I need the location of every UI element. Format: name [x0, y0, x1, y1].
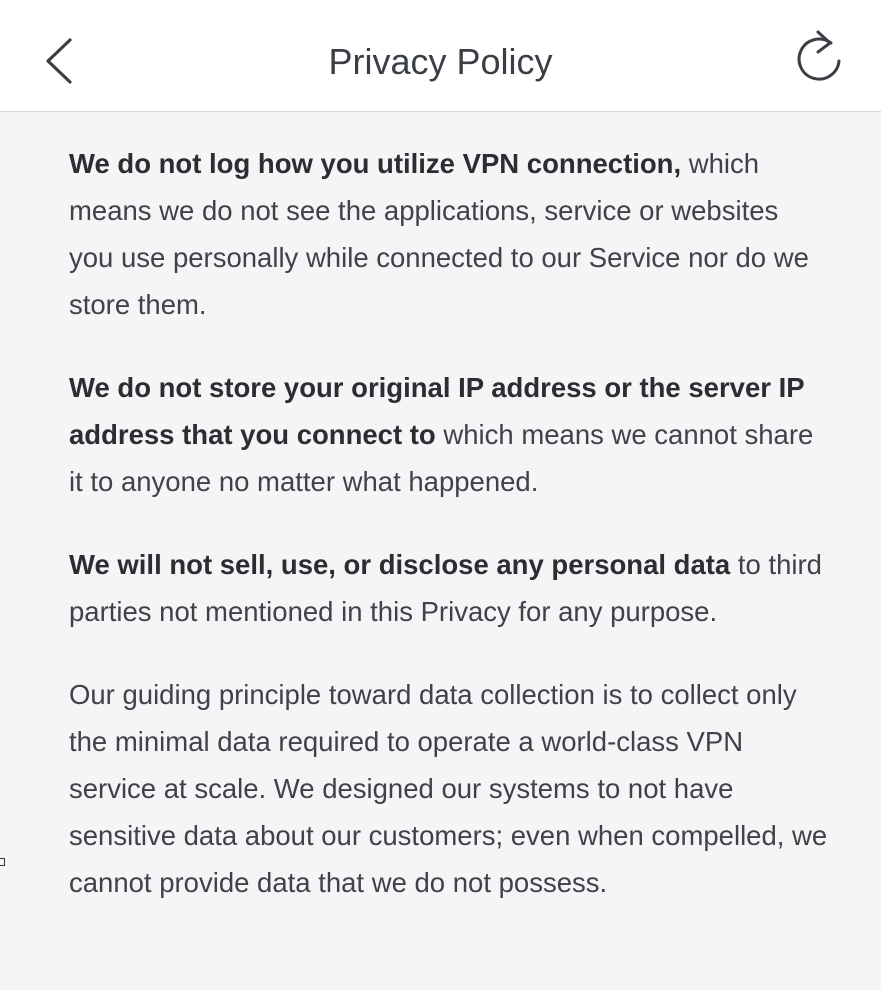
paragraph-text: which means we cannot share it to anyone no matter what happened.	[69, 419, 814, 497]
refresh-button[interactable]	[794, 28, 848, 86]
paragraph-text: which means we do not see the applications, service or websites you use personally while connected to our Service nor do we store them.	[69, 148, 809, 320]
policy-paragraph-logging	[69, 140, 829, 328]
page-title: Privacy Policy	[328, 41, 553, 82]
policy-paragraph-guiding-principle	[69, 671, 829, 906]
refresh-icon	[794, 28, 848, 86]
policy-paragraph-personal-data	[69, 541, 829, 635]
paragraph-bold-lead: We do not log how you utilize VPN connection,	[69, 148, 682, 179]
paragraph-bold-lead: We will not sell, use, or disclose any personal data	[69, 549, 731, 580]
paragraph-text: Our guiding principle toward data collection is to collect only the minimal data required to operate a world-class VPN service at scale. We designed our systems to not have sensitive data about our customers; even when compelled, we cannot provide data that we do not possess.	[69, 679, 828, 898]
policy-paragraph-ip-address	[69, 364, 829, 505]
paragraph-text: to third parties not mentioned in this Privacy for any purpose.	[69, 549, 822, 627]
policy-content	[69, 140, 829, 942]
paragraph-bold-lead: We do not store your original IP address or the server IP address that you connect to	[69, 372, 805, 450]
nav-header	[0, 0, 881, 112]
edge-artifact	[0, 858, 5, 866]
